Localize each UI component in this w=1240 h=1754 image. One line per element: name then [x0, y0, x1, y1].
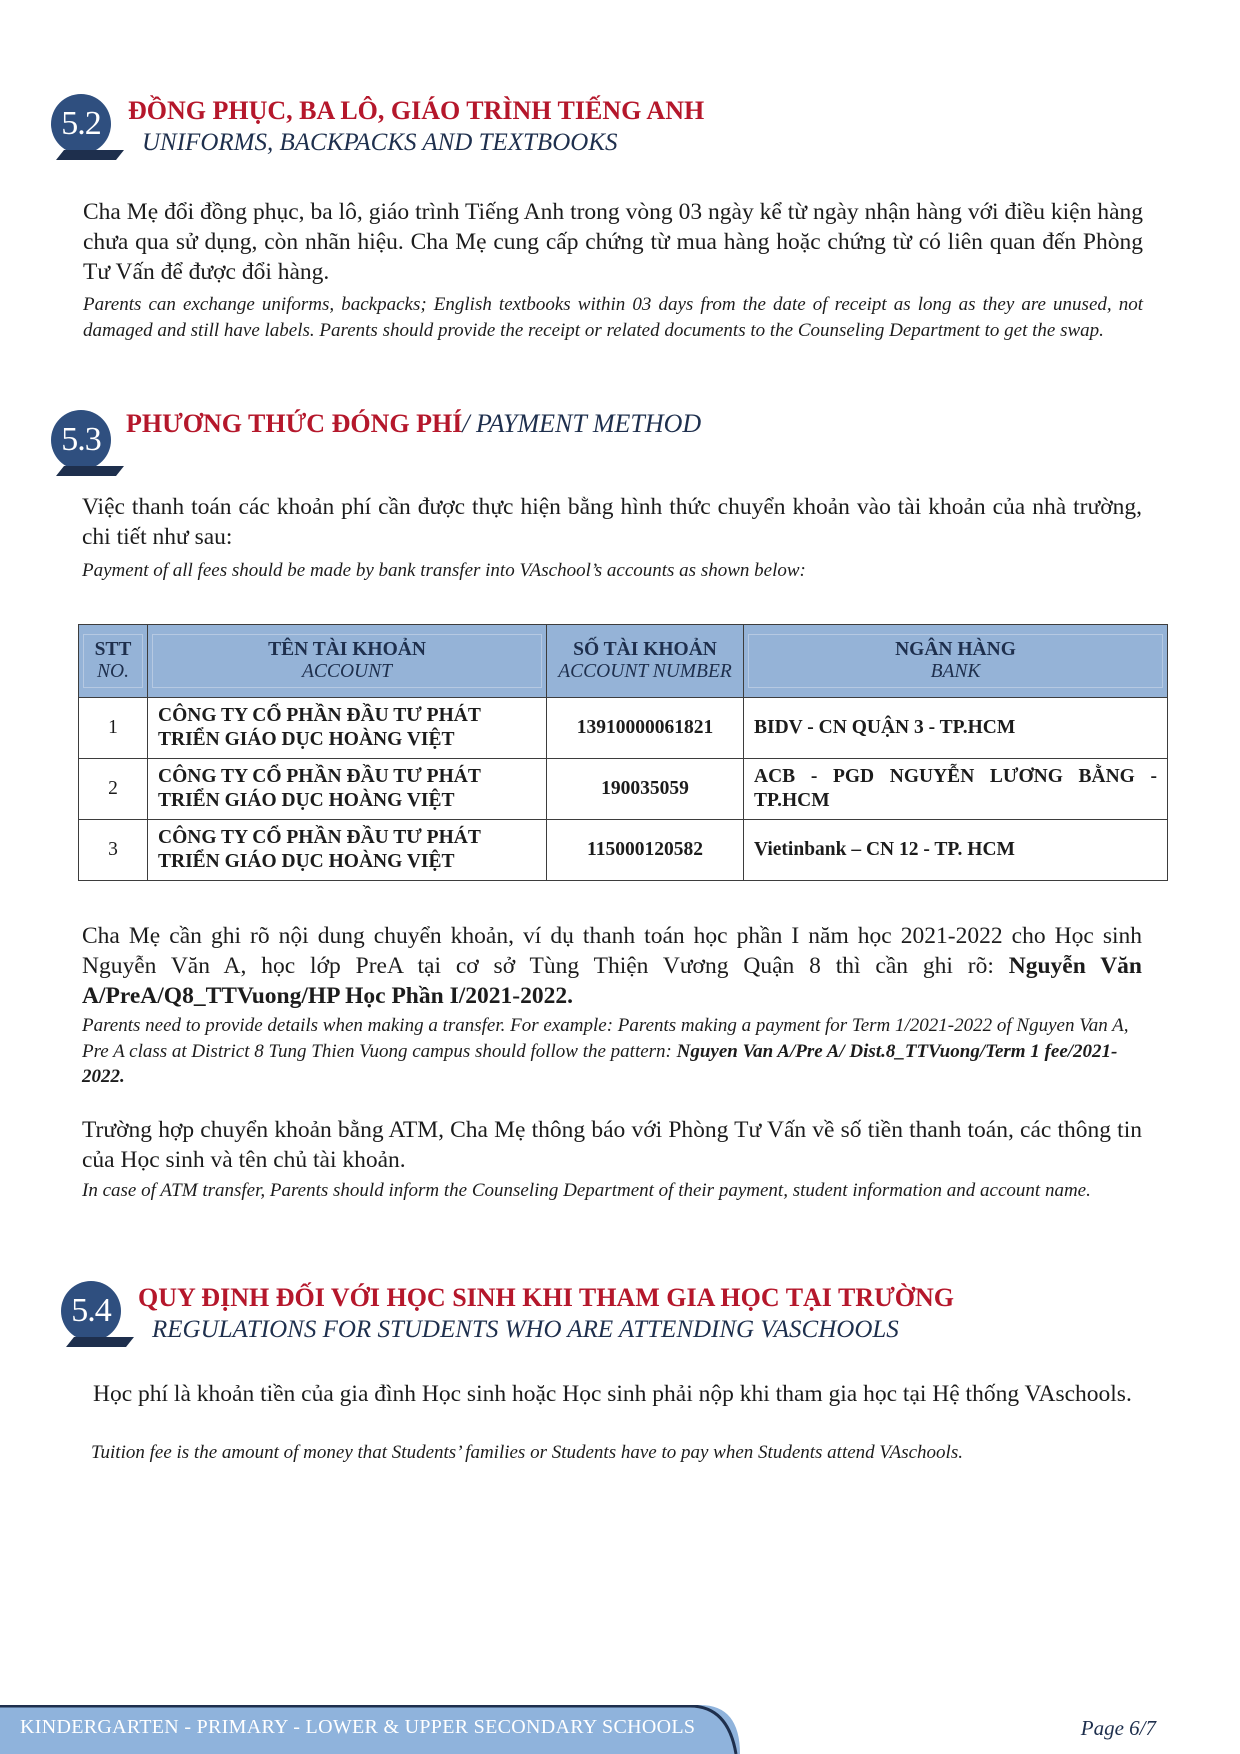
transfer-note-en: [82, 1013, 1142, 1090]
section-number-badge: [46, 92, 124, 160]
page-number: Page 6/7: [1080, 1716, 1156, 1740]
bank-name: ACB - PGD NGUYỄN LƯƠNG BẰNG - TP.HCM: [744, 759, 1168, 820]
section-title-en: UNIFORMS, BACKPACKS AND TEXTBOOKS: [142, 129, 618, 156]
header-en: BANK: [930, 661, 981, 682]
account-number: 115000120582: [547, 820, 744, 881]
account-number: 190035059: [547, 759, 744, 820]
header-bank: [744, 625, 1168, 698]
header-vi: SỐ TÀI KHOẢN: [573, 639, 717, 660]
bank-name: BIDV - CN QUẬN 3 - TP.HCM: [744, 698, 1168, 759]
bank-name: Vietinbank – CN 12 - TP. HCM: [744, 820, 1168, 881]
header-vi: STT: [94, 639, 132, 660]
table-row: [79, 759, 1168, 820]
header-en: ACCOUNT NUMBER: [558, 661, 732, 682]
row-number: 2: [79, 759, 148, 820]
section-number: 5.4: [71, 1292, 111, 1329]
section-body-vi: Học phí là khoản tiền của gia đình Học sinh hoặc Học sinh phải nộp khi tham gia học tại Hệ thống VAschools.: [93, 1381, 1132, 1407]
section-title-vi: ĐỒNG PHỤC, BA LÔ, GIÁO TRÌNH TIẾNG ANH: [128, 96, 705, 125]
section-title-vi: QUY ĐỊNH ĐỐI VỚI HỌC SINH KHI THAM GIA HỌC TẠI TRƯỜNG: [138, 1283, 954, 1312]
section-body-vi: Cha Mẹ đổi đồng phục, ba lô, giáo trình Tiếng Anh trong vòng 03 ngày kể từ ngày nhận hàng với điều kiện hàng chưa qua sử dụng, còn nhãn hiệu. Cha Mẹ cung cấp chứng từ mua hàng hoặc chứng từ có liên quan đến Phòng Tư Vấn để được đổi hàng.: [83, 199, 1143, 285]
header-account-name: [148, 625, 547, 698]
account-name: CÔNG TY CỔ PHẦN ĐẦU TƯ PHÁT TRIỂN GIÁO DỤC HOÀNG VIỆT: [148, 820, 547, 881]
transfer-note-vi: [82, 921, 1142, 1011]
section-title-vi: PHƯƠNG THỨC ĐÓNG PHÍ: [126, 409, 463, 438]
section-body-en: Parents can exchange uniforms, backpacks; English textbooks within 03 days from the date of receipt as long as they are unused, not damaged and still have labels. Parents should provide the receipt or related documents to the Counseling Department to get the swap.: [83, 294, 1143, 341]
section-body-en: Tuition fee is the amount of money that Students’ families or Students have to pay when Students attend VAschools.: [91, 1442, 963, 1463]
header-vi: TÊN TÀI KHOẢN: [268, 639, 426, 660]
row-number: 1: [79, 698, 148, 759]
atm-note-en: In case of ATM transfer, Parents should inform the Counseling Department of their payment, student information and account name.: [82, 1180, 1091, 1201]
header-account-number: [547, 625, 744, 698]
header-en: NO.: [97, 661, 129, 682]
table-row: [79, 820, 1168, 881]
section-number: 5.2: [61, 105, 101, 142]
account-name: CÔNG TY CỔ PHẦN ĐẦU TƯ PHÁT TRIỂN GIÁO DỤC HOÀNG VIỆT: [148, 698, 547, 759]
account-number: 13910000061821: [547, 698, 744, 759]
section-number-badge: [46, 408, 124, 476]
section-title-en: / PAYMENT METHOD: [462, 409, 702, 438]
bank-accounts-table: [78, 624, 1168, 881]
table-row: [79, 698, 1168, 759]
transfer-note-vi-example: Nguyễn Văn A/PreA/Q8_TTVuong/HP Học Phần I/2021-2022.: [82, 953, 1142, 1009]
account-name: CÔNG TY CỔ PHẦN ĐẦU TƯ PHÁT TRIỂN GIÁO DỤC HOÀNG VIỆT: [148, 759, 547, 820]
section-number-badge: [56, 1279, 134, 1347]
section-body-vi: Việc thanh toán các khoản phí cần được thực hiện bằng hình thức chuyển khoản vào tài khoản của nhà trường, chi tiết như sau:: [82, 494, 1142, 550]
transfer-note-en-text: Parents need to provide details when making a transfer. For example: Parents making a payment for Term 1/2021-2022 of Nguyen Van A, Pre A class at District 8 Tung Thien Vuong campus should follow the pattern:: [82, 1015, 1129, 1062]
footer-schools: KINDERGARTEN - PRIMARY - LOWER & UPPER SECONDARY SCHOOLS: [20, 1716, 696, 1738]
section-title-en: REGULATIONS FOR STUDENTS WHO ARE ATTENDING VASCHOOLS: [152, 1316, 899, 1343]
header-vi: NGÂN HÀNG: [895, 639, 1016, 660]
section-body-en: Payment of all fees should be made by bank transfer into VAschool’s accounts as shown below:: [82, 560, 806, 581]
header-no: [79, 625, 148, 698]
row-number: 3: [79, 820, 148, 881]
transfer-note-vi-text: Cha Mẹ cần ghi rõ nội dung chuyển khoản, ví dụ thanh toán học phần I năm học 2021-2022 cho Học sinh Nguyễn Văn A, học lớp PreA tại cơ sở Tùng Thiện Vương Quận 8 thì cần ghi rõ:: [82, 923, 1142, 979]
transfer-note-en-example: Nguyen Van A/Pre A/ Dist.8_TTVuong/Term 1 fee/2021-2022.: [82, 1040, 1118, 1087]
header-en: ACCOUNT: [302, 661, 392, 682]
section-title: [126, 409, 701, 439]
section-number: 5.3: [61, 421, 101, 458]
table-header-row: [79, 625, 1168, 698]
atm-note-vi: Trường hợp chuyển khoản bằng ATM, Cha Mẹ thông báo với Phòng Tư Vấn về số tiền thanh toán, các thông tin của Học sinh và tên chủ tài khoản.: [82, 1117, 1142, 1173]
